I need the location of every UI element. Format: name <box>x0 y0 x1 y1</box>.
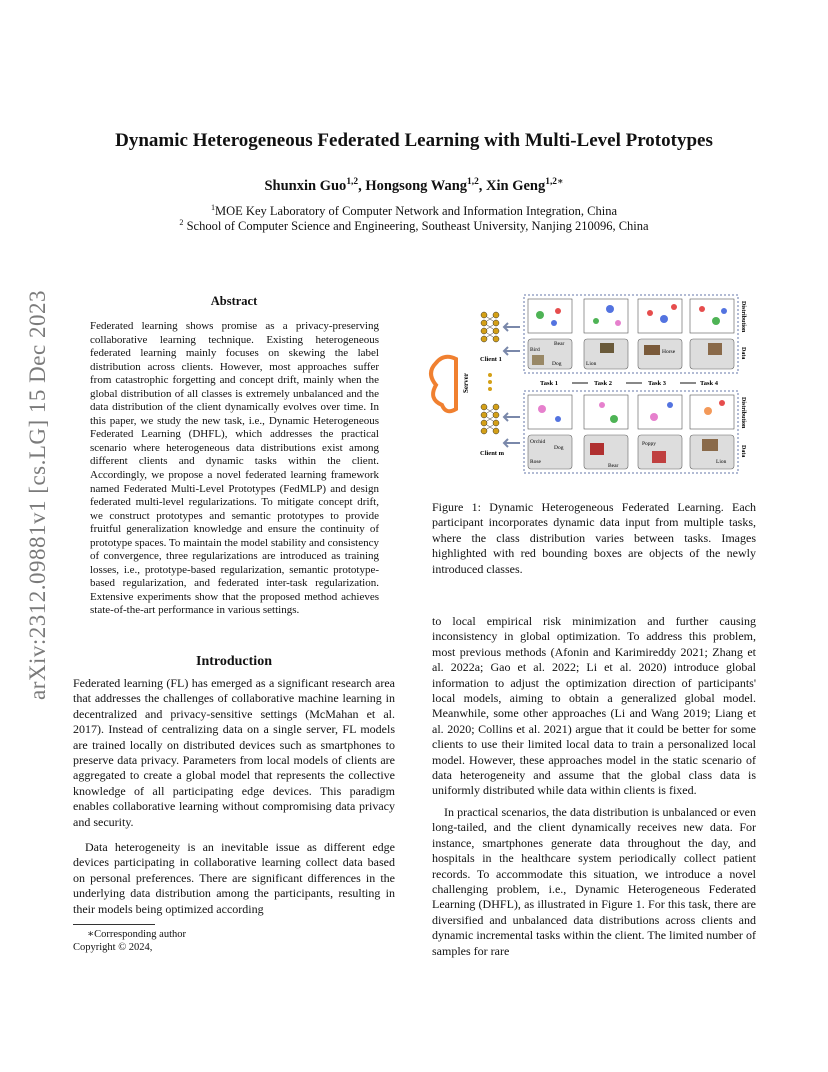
dot <box>488 373 492 377</box>
side-label-distribution-1: Distribution <box>740 301 746 333</box>
task-2-label: Task 2 <box>594 380 613 387</box>
label-lion: Lion <box>586 361 597 367</box>
intro-heading: Introduction <box>196 654 272 669</box>
arrow-icon <box>504 323 520 331</box>
arrow-icon <box>504 347 520 355</box>
label-poppy: Poppy <box>642 441 657 447</box>
label-lion-2: Lion <box>716 459 727 465</box>
intro-paragraph-2: Data heterogeneity is an inevitable issue as different edge devices participating in collaborative learning collect data based on personal preferences. There are significant differences in the underlying data distribution among the participants, resulting in their models being optimized according <box>73 840 395 916</box>
task-4-label: Task 4 <box>700 380 719 387</box>
footnote-rule <box>73 924 155 925</box>
affiliation-1: $^1$MOE Key Laboratory of Computer Network and Information Integration, China <box>210 203 618 219</box>
label-orchid: Orchid <box>530 439 546 445</box>
footnotes <box>73 928 186 954</box>
label-dog-2: Dog <box>554 445 564 451</box>
aff1-sup: 1 <box>210 203 216 212</box>
author-2: Hongsong Wang <box>365 177 468 194</box>
client-1-label: Client 1 <box>480 356 502 363</box>
client-m-label: Client m <box>480 450 505 457</box>
arrow-icon <box>504 413 520 421</box>
paper-title: Dynamic Heterogeneous Federated Learning with Multi-Level Prototypes <box>115 130 713 151</box>
client-1-network-icon <box>481 312 499 342</box>
arrow-icon <box>504 439 520 447</box>
bottom-scatter-panels <box>528 395 734 429</box>
client-m-network-icon <box>481 404 499 434</box>
arxiv-id: arXiv:2312.09881v1 [cs.LG] 15 Dec 2023 <box>25 290 50 700</box>
server-cloud-icon <box>431 357 456 412</box>
dot <box>488 380 492 384</box>
footnote-copyright: Copyright © 2024, <box>73 942 153 953</box>
arxiv-sidebar <box>22 285 54 705</box>
author-2-sup: 1,2 <box>467 177 479 187</box>
top-scatter-panels <box>528 299 734 333</box>
author-3-sup: 1,2∗ <box>545 177 564 187</box>
task-row <box>540 380 719 387</box>
footnote-corresponding: ∗Corresponding author <box>87 929 186 940</box>
abstract-text: Federated learning shows promise as a privacy-preserving collaborative learning technique. Existing heterogeneous federated learning mainly focuses on skewing the label distribution across clients. However, most approaches suffer from catastrophic forgetting and concept drift, mainly when the global distribution of all classes is extremely unbalanced and the data distribution of the client dynamically evolves over time. In this paper, we study the new task, i.e., Dynamic Heterogeneous Federated Learning (DHFL), which addresses the practical scenario where heterogeneous data distributions exist among different clients and dynamic tasks within the client. Accordingly, we propose a novel federated learning framework named Federated Multi-Level Prototypes (FedMLP) and design federated multi-level regularizations. To mitigate concept drift, we construct prototypes and semantic prototypes to provide fruitful generalization knowledge and ensure the continuity of prototype spaces. To maintain the model stability and consistency of convergence, three regularizations are introduced as training losses, i.e., prototype-based regularization, semantic prototype-based regularization, and federated inter-task regularization. Extensive experiments show that the proposed method achieves state-of-the-art performance in various settings. <box>90 320 379 617</box>
affiliation-2: $^2$ School of Computer Science and Engineering, Southeast University, Nanjing 210096, China <box>179 218 649 234</box>
label-bear: Bear <box>554 341 565 347</box>
label-rose: Rose <box>530 459 541 465</box>
label-horse: Horse <box>662 349 676 355</box>
figure-1-caption: Figure 1: Dynamic Heterogeneous Federated Learning. Each participant incorporates dynamic data input from multiple tasks, where the class distribution varies between tasks. Images highlighted with red bounding boxes are objects of the newly introduced classes. <box>432 500 756 576</box>
right-paragraph-2: In practical scenarios, the data distribution is unbalanced or even long-tailed, and the client dynamically receives new data. For instance, smartphones generate data throughout the day, and hospitals in the healthcare system periodically collect patient records. To accommodate this situation, we introduce a novel challenging problem, i.e., Dynamic Heterogeneous Federated Learning (DHFL), as illustrated in Figure 1. For this task, there are diversified and unbalanced data distributions across clients and dynamic incremental tasks within the client. The limited number of samples for rare <box>432 805 756 958</box>
side-label-distribution-2: Distribution <box>740 397 746 429</box>
task-1-label: Task 1 <box>540 380 559 387</box>
author-1-sup: 1,2 <box>346 177 359 187</box>
aff2-sup: 2 <box>179 218 184 227</box>
side-label-data-2: Data <box>740 445 746 458</box>
figure-1-diagram <box>424 293 756 475</box>
dot <box>488 387 492 391</box>
author-3: Xin Geng <box>486 177 546 194</box>
bottom-image-panels <box>528 435 734 469</box>
label-bird: Bird <box>530 347 540 353</box>
author-1: Shunxin Guo <box>264 177 347 194</box>
server-label: Server <box>462 373 470 393</box>
abstract-heading: Abstract <box>210 294 258 308</box>
author-list: Shunxin Guo$^{1,2}$, Hongsong Wang$^{1,2}$, Xin Geng$^{1,2∗}$ <box>264 177 564 194</box>
label-bear-2: Bear <box>608 463 619 469</box>
top-image-panels <box>528 339 734 369</box>
side-label-data-1: Data <box>740 347 746 360</box>
intro-paragraph-1: Federated learning (FL) has emerged as a significant research area that addresses the challenges of collaborative machine learning in decentralized and privacy-sensitive settings (McMahan et al. 2017). Instead of centralizing data on a single server, FL models are trained locally on distributed devices such as smartphones to preserve data privacy. Parameters from local models of clients are aggregated to create a global model that represents the collective knowledge of all participating edge devices. This paradigm enables collaborative learning without compromising data privacy and security. <box>73 676 395 829</box>
task-3-label: Task 3 <box>648 380 667 387</box>
label-dog: Dog <box>552 361 562 367</box>
right-paragraph-1: to local empirical risk minimization and further causing inconsistency in global optimization. To address this problem, most previous methods (Afonin and Karimireddy 2021; Zhang et al. 2022a; Gao et al. 2022; Li et al. 2020) introduce global information to adjust the optimization direction of participants' local models, aiming to obtain a generalized global model. Meanwhile, some other approaches (Li and Wang 2019; Liang et al. 2020; Collins et al. 2021) argue that it could be better for some clients to use their limited local data to train a personalized local model. However, these approaches model in the static scenario of data heterogeneity and assume that the global class data is uniformly distributed while data within clients is fixed. <box>432 614 756 798</box>
